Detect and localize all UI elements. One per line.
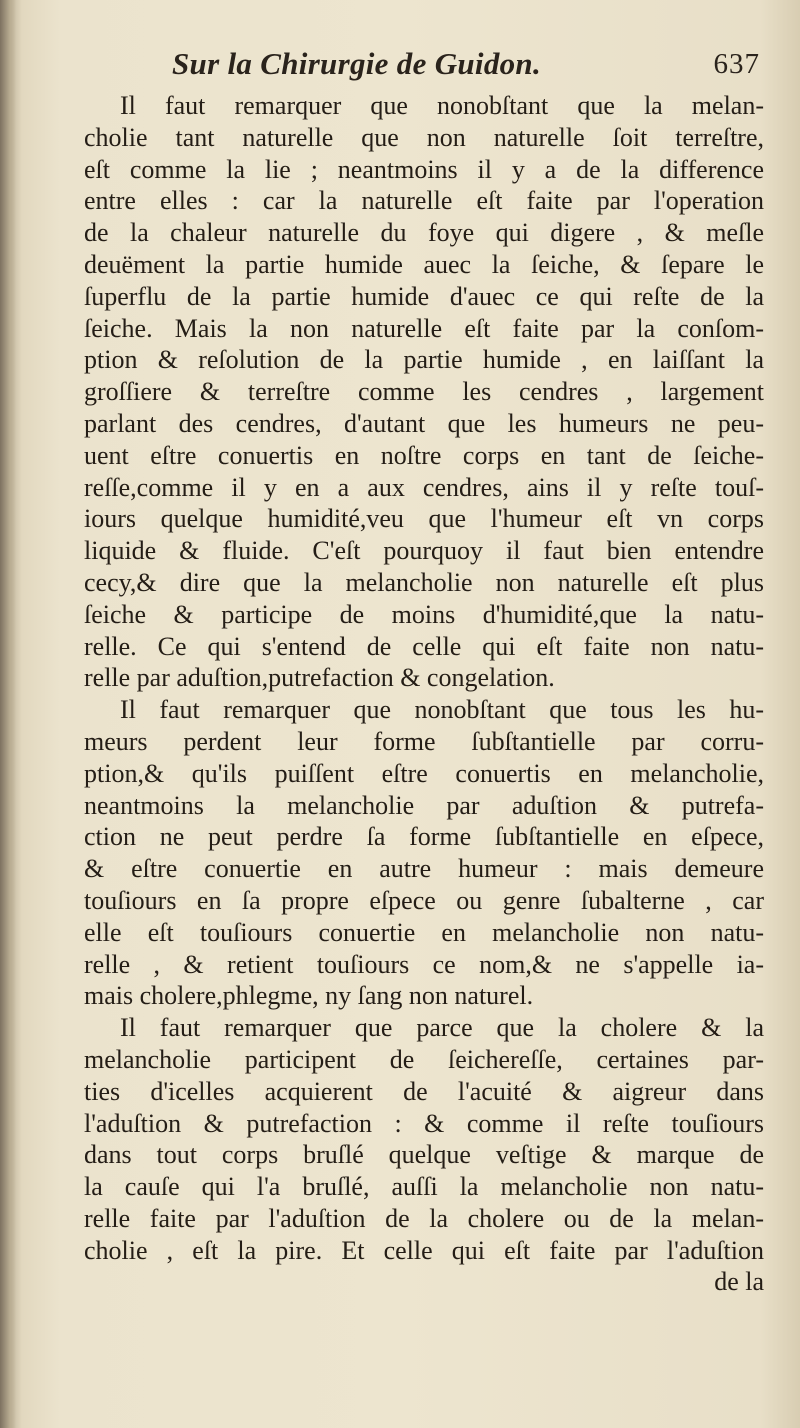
text-line: ſuperflu de la partie humide d'auec ce qui reſte de la [84,281,764,311]
text-line: neantmoins la melancholie par aduſtion & putrefa- [84,790,764,820]
text-line: deuëment la partie humide auec la ſeiche, & ſepare le [84,249,764,279]
text-line: ties d'icelles acquierent de l'acuité & aigreur dans [84,1076,764,1106]
paragraph [84,694,764,1012]
text-line: relle. Ce qui s'entend de celle qui eſt faite non natu- [84,631,764,661]
text-line: ſeiche. Mais la non naturelle eſt faite par la conſom- [84,313,764,343]
text-line: mais cholere,phlegme, ny ſang non naturel. [84,981,534,1011]
text-line: Il faut remarquer que nonobſtant que la melan- [120,91,764,120]
text-line: iours quelque humidité,veu que l'humeur eſt vn corps [84,504,764,534]
text-line: melancholie participent de ſeichereſſe, certaines par- [84,1044,764,1074]
text-line: reſſe,comme il y en a aux cendres, ains il y reſte touſ- [84,472,764,502]
text-line: meurs perdent leur forme ſubſtantielle par corru- [84,726,764,756]
text-line: parlant des cendres, d'autant que les humeurs ne peu- [84,408,764,438]
text-line: uent eſtre conuertis en noſtre corps en tant de ſeiche- [84,440,764,470]
text-line: liquide & fluide. C'eſt pourquoy il faut bien entendre [84,536,764,566]
text-line: dans tout corps bruſlé quelque veſtige & marque de [84,1140,764,1170]
text-line: Il faut remarquer que parce que la cholere & la [120,1013,764,1043]
text-line: relle , & retient touſiours ce nom,& ne s'appelle ia- [84,949,764,979]
text-line: ction ne peut perdre ſa forme ſubſtantielle en eſpece, [84,822,764,852]
text-line: ption & reſolution de la partie humide , en laiſſant la [84,345,764,375]
text-line: ption,& qu'ils puiſſent eſtre conuertis en melancholie, [84,758,764,788]
text-line: touſiours en ſa propre eſpece ou genre ſubalterne , car [84,885,764,915]
text-line: Il faut remarquer que nonobſtant que tous les hu- [120,695,764,725]
text-line: la cauſe qui l'a bruſlé, auſſi la melancholie non natu- [84,1172,764,1202]
text-line: cholie tant naturelle que non naturelle ſoit terreſtre, [84,122,764,152]
text-line: relle par aduſtion,putrefaction & congelation. [84,663,555,693]
body-text [84,90,764,1298]
text-line: & eſtre conuertie en autre humeur : mais demeure [84,854,764,884]
text-line: cholie , eſt la pire. Et celle qui eſt faite par l'aduſtion [84,1235,764,1265]
running-head-title: Sur la Chirurgie de Guidon. [172,46,542,81]
binding-shadow [0,0,16,1428]
text-line: elle eſt touſiours conuertie en melancholie non natu- [84,917,764,947]
text-line: ſeiche & participe de moins d'humidité,que la natu- [84,599,764,629]
text-line: cecy,& dire que la melancholie non naturelle eſt plus [84,567,764,597]
catchword: de la [714,1267,764,1297]
text-line: de la chaleur naturelle du foye qui digere , & meſle [84,218,764,248]
page-number: 637 [713,48,760,80]
text-line: eſt comme la lie ; neantmoins il y a de la difference [84,154,764,184]
text-line: relle faite par l'aduſtion de la cholere ou de la melan- [84,1203,764,1233]
text-line: groſſiere & terreſtre comme les cendres , largement [84,377,764,407]
text-line: entre elles : car la naturelle eſt faite par l'operation [84,186,764,216]
text-line: l'aduſtion & putrefaction : & comme il reſte touſiours [84,1108,764,1138]
paragraph [84,1012,764,1266]
running-head [88,46,760,92]
paragraph [84,90,764,694]
